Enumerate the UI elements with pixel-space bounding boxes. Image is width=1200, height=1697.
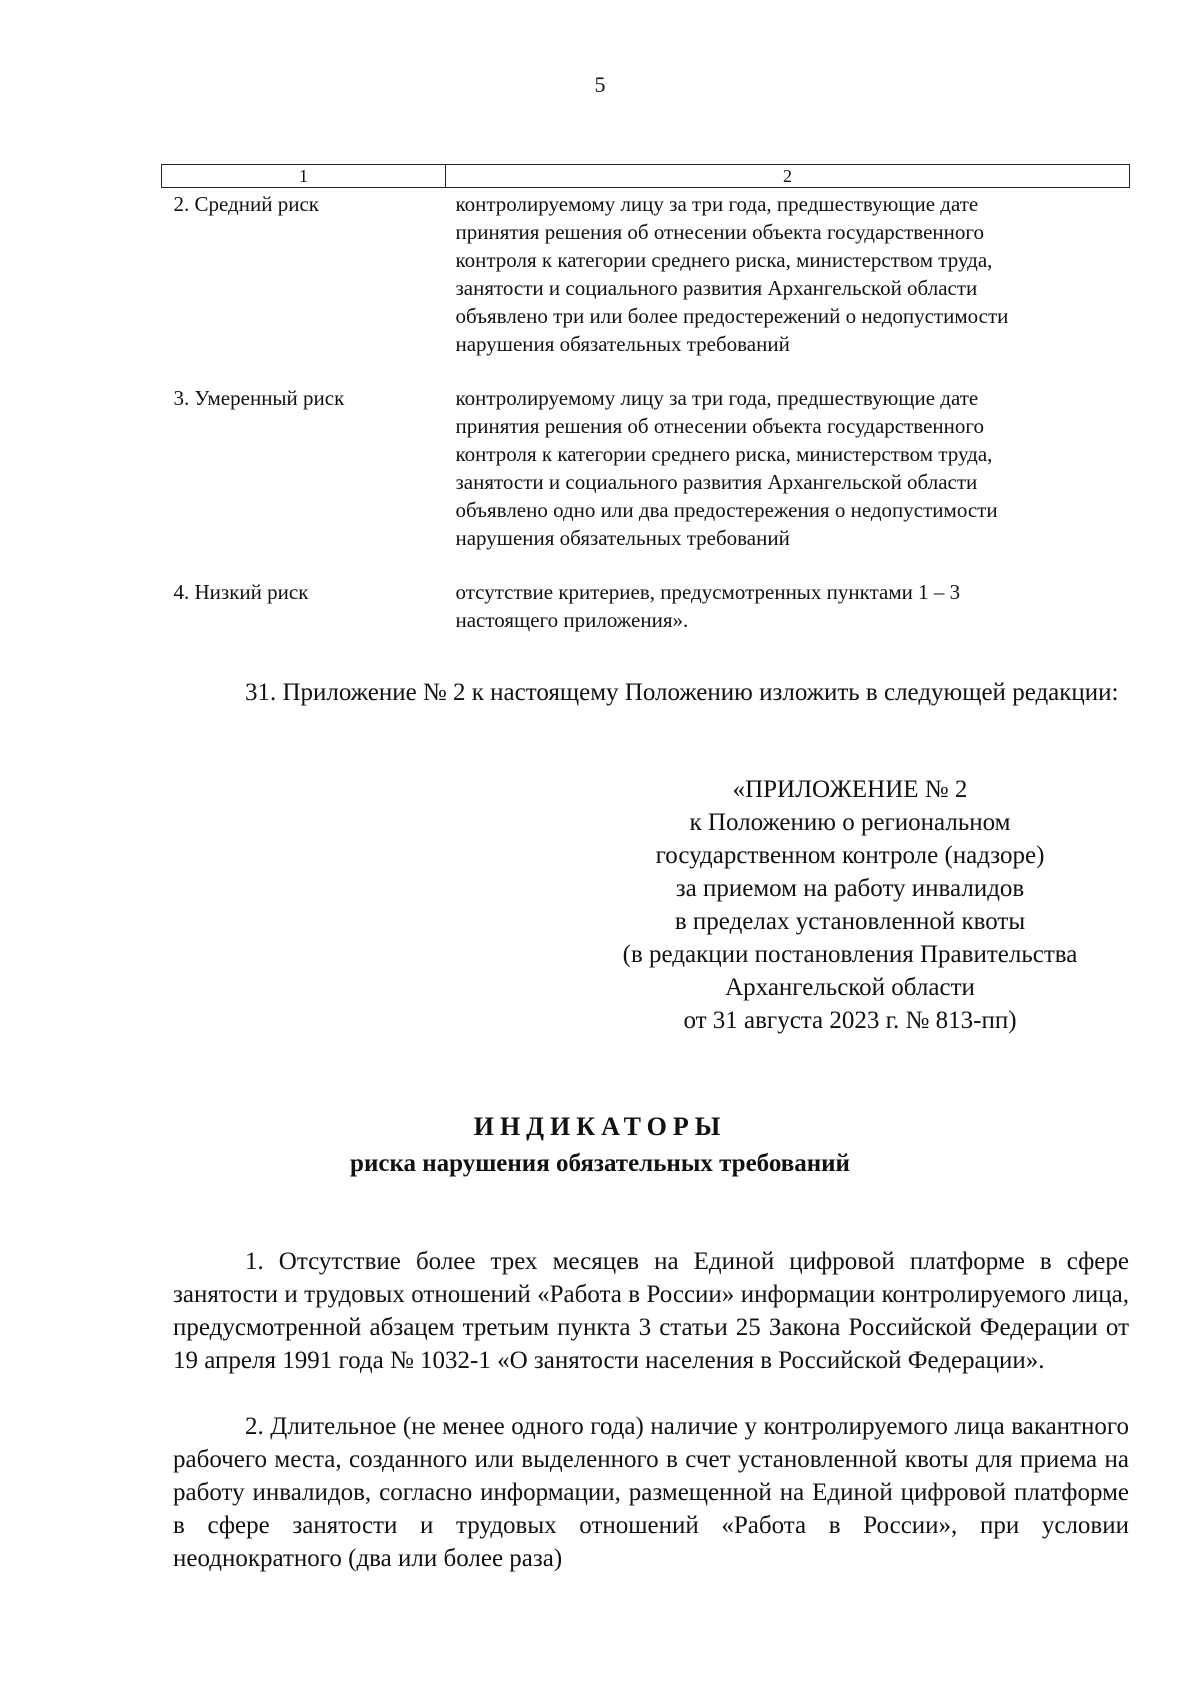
criteria-line: нарушения обязательных требований — [455, 526, 790, 550]
appendix-line: (в редакции постановления Правительства — [622, 941, 1078, 968]
criteria-line: принятия решения об отнесении объекта государственного — [455, 414, 984, 438]
appendix-line: от 31 августа 2023 г. № 813-пп) — [683, 1007, 1017, 1034]
risk-criteria — [446, 188, 1130, 385]
criteria-line: занятости и социального развития Архангельской области — [455, 276, 978, 300]
appendix-line: Архангельской области — [725, 974, 975, 1001]
page-number: 5 — [594, 72, 606, 97]
criteria-line: настоящего приложения». — [455, 608, 689, 632]
appendix-line: в пределах установленной квоты — [674, 908, 1026, 935]
appendix-line: «ПРИЛОЖЕНИЕ № 2 — [732, 776, 968, 803]
criteria-line: принятия решения об отнесении объекта государственного — [455, 220, 984, 244]
criteria-line: отсутствие критериев, предусмотренных пунктами 1 – 3 — [455, 580, 961, 604]
criteria-line: занятости и социального развития Архангельской области — [455, 470, 978, 494]
risk-criteria — [446, 578, 1130, 634]
appendix-line: к Положению о региональном — [689, 809, 1011, 836]
table-row — [162, 188, 1130, 385]
criteria-line: контролируемому лицу за три года, предшествующие дате — [455, 192, 979, 216]
criteria-line: контроля к категории среднего риска, министерством труда, — [455, 248, 993, 272]
criteria-line: нарушения обязательных требований — [455, 332, 790, 356]
indicator-1: 1. Отсутствие более трех месяцев на Единой цифровой платформе в сфере занятости и трудовых отношений «Работа в России» информации контролируемого лица, предусмотренной абзацем третьим пункта 3 статьи 25 Закона Российской Федерации от 19 апреля 1991 года № 1032-1 «О занятости населения в Российской Федерации». — [173, 1248, 1129, 1374]
criteria-line: объявлено одно или два предостережения о недопустимости — [455, 498, 998, 522]
criteria-line: контролируемому лицу за три года, предшествующие дате — [455, 386, 979, 410]
table-header-cell: 1 — [162, 165, 446, 188]
risk-category-table — [161, 164, 1130, 634]
table-row — [162, 578, 1130, 634]
table-row — [162, 384, 1130, 578]
risk-category: 3. Умеренный риск — [173, 386, 345, 410]
criteria-line: объявлено три или более предостережений о недопустимости — [455, 304, 1009, 328]
appendix-line: за приемом на работу инвалидов — [675, 875, 1025, 902]
appendix-line: государственном контроле (надзоре) — [655, 842, 1045, 869]
table-header-row — [162, 165, 1130, 188]
risk-category: 4. Низкий риск — [173, 580, 309, 604]
appendix-header — [560, 773, 1140, 1037]
table-header-cell: 2 — [446, 165, 1130, 188]
criteria-line: контроля к категории среднего риска, министерством труда, — [455, 442, 993, 466]
paragraph-31: 31. Приложение № 2 к настоящему Положению изложить в следующей редакции: — [245, 679, 1119, 706]
indicator-2: 2. Длительное (не менее одного года) наличие у контролируемого лица вакантного рабочего места, созданного или выделенного в счет установленной квоты для приема на работу инвалидов, согласно информации, размещенной на Единой цифровой платформе в сфере занятости и трудовых отношений «Работа в России», при условии неоднократного (два или более раза) — [173, 1413, 1129, 1572]
risk-category: 2. Средний риск — [173, 192, 319, 216]
risk-criteria — [446, 384, 1130, 578]
document-title: ИНДИКАТОРЫ — [473, 1112, 727, 1141]
document-subtitle: риска нарушения обязательных требований — [350, 1150, 850, 1177]
